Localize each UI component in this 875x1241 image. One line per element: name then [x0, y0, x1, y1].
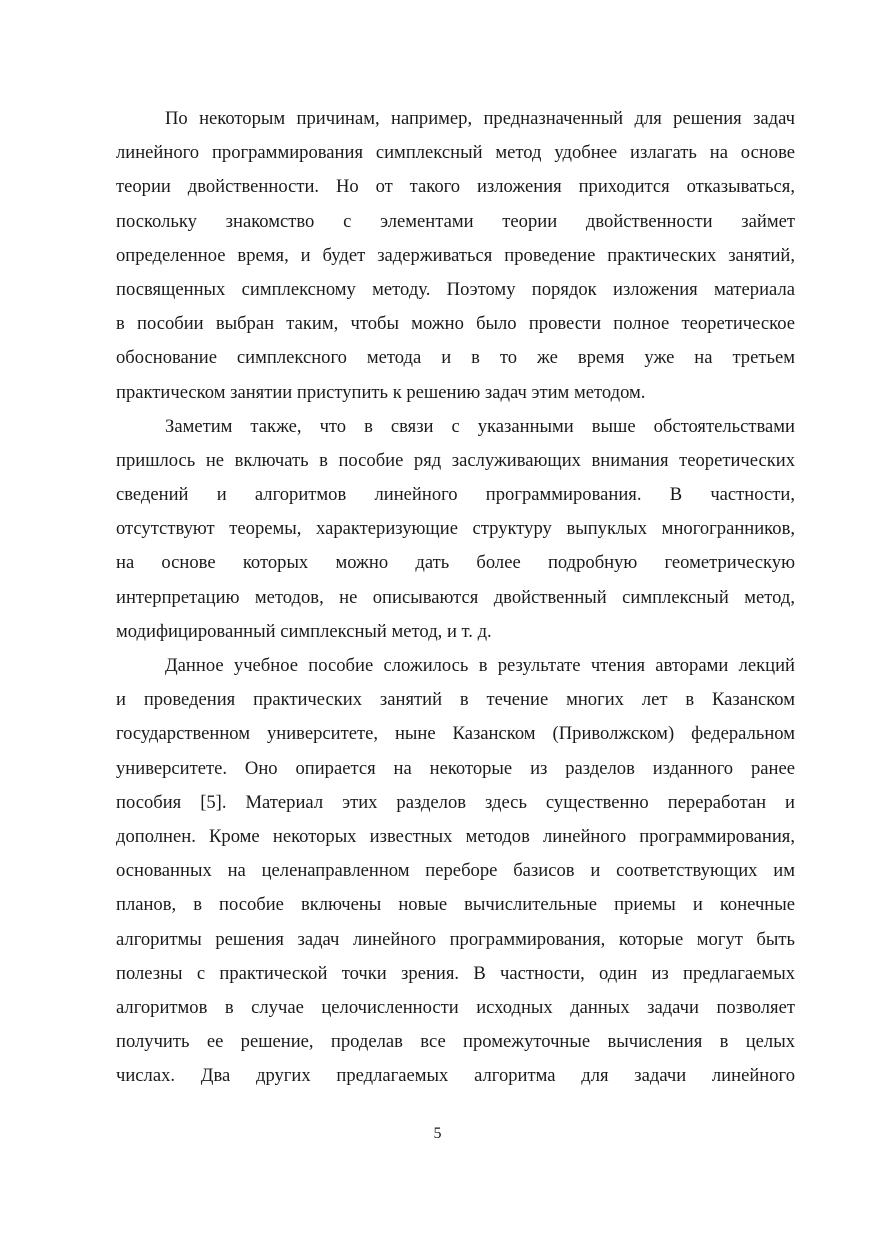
text-line: и проведения практических занятий в течение многих лет в Казанском	[116, 689, 795, 711]
body-text	[116, 102, 795, 1093]
text-line: интерпретацию методов, не описываются двойственный симплексный метод,	[116, 586, 795, 608]
text-line: практическом занятии приступить к решению задач этим методом.	[116, 381, 646, 403]
text-line: на основе которых можно дать более подробную геометрическую	[116, 552, 795, 574]
text-line: государственном университете, ныне Казанском (Приволжском) федеральном	[116, 723, 795, 745]
text-line: университете. Оно опирается на некоторые из разделов изданного ранее	[116, 757, 795, 779]
text-line: теории двойственности. Но от такого изложения приходится отказываться,	[116, 176, 795, 198]
text-line: посвященных симплексному методу. Поэтому порядок изложения материала	[116, 278, 795, 300]
text-line: линейного программирования симплексный метод удобнее излагать на основе	[116, 142, 795, 164]
paragraph-3	[116, 649, 795, 1093]
text-line: модифицированный симплексный метод, и т. д.	[116, 620, 492, 642]
text-line: дополнен. Кроме некоторых известных методов линейного программирования,	[116, 825, 795, 847]
text-line: алгоритмов в случае целочисленности исходных данных задачи позволяет	[116, 996, 795, 1018]
text-line: обоснование симплексного метода и в то же время уже на третьем	[116, 347, 795, 369]
text-line: планов, в пособие включены новые вычислительные приемы и конечные	[116, 894, 795, 916]
text-line: в пособии выбран таким, чтобы можно было провести полное теоретическое	[116, 313, 795, 335]
text-line: определенное время, и будет задерживаться проведение практических занятий,	[116, 244, 795, 266]
text-line: пособия [5]. Материал этих разделов здесь существенно переработан и	[116, 791, 795, 813]
text-line: получить ее решение, проделав все промежуточные вычисления в целых	[116, 1031, 795, 1053]
paragraph-2	[116, 410, 795, 649]
text-line: Данное учебное пособие сложилось в результате чтения авторами лекций	[165, 655, 795, 676]
text-line: основанных на целенаправленном переборе базисов и соответствующих им	[116, 860, 795, 882]
text-line: пришлось не включать в пособие ряд заслуживающих внимания теоретических	[116, 449, 795, 471]
text-line: сведений и алгоритмов линейного программирования. В частности,	[116, 484, 795, 506]
text-line: алгоритмы решения задач линейного программирования, которые могут быть	[116, 928, 795, 950]
text-line: числах. Два других предлагаемых алгоритма для задачи линейного	[116, 1065, 795, 1087]
text-line: поскольку знакомство с элементами теории двойственности займет	[116, 210, 795, 232]
page-number: 5	[433, 1125, 442, 1142]
text-line: полезны с практической точки зрения. В частности, один из предлагаемых	[116, 962, 795, 984]
text-line: По некоторым причинам, например, предназначенный для решения задач	[165, 108, 795, 129]
text-line: Заметим также, что в связи с указанными выше обстоятельствами	[165, 415, 795, 437]
text-line: отсутствуют теоремы, характеризующие структуру выпуклых многогранников,	[116, 518, 795, 540]
paragraph-1	[116, 102, 795, 410]
